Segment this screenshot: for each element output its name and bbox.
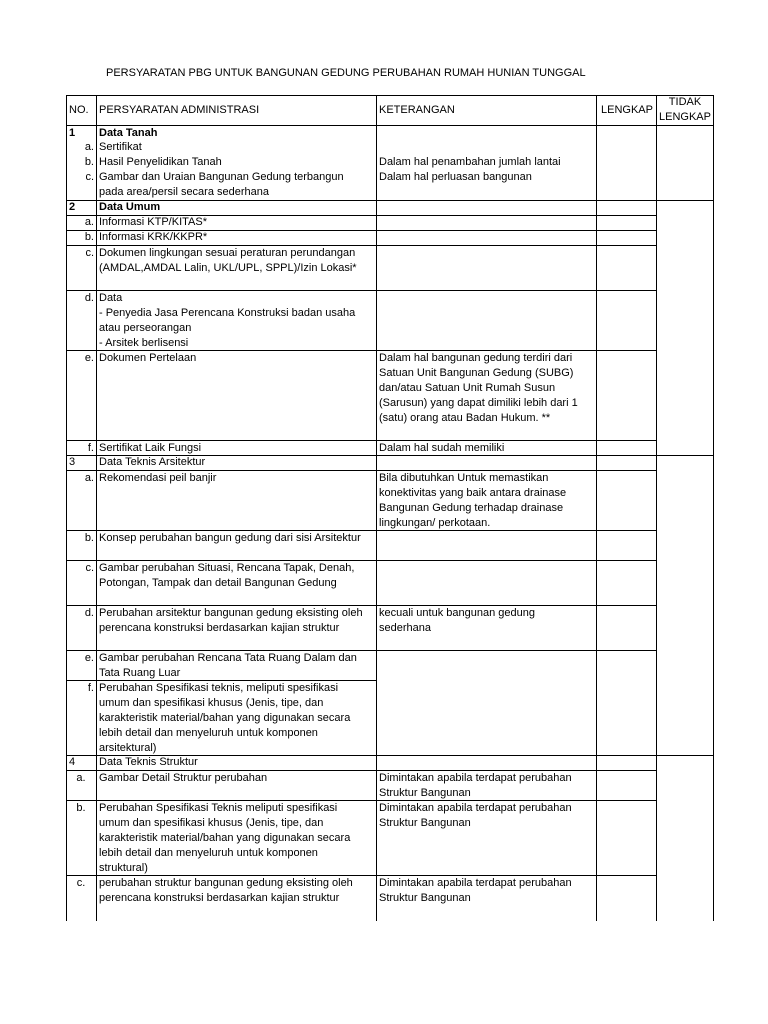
item-text: arsitektural): [99, 742, 157, 754]
item-letter: a.: [84, 216, 94, 228]
item-text: Gambar perubahan Situasi, Rencana Tapak, Denah,: [99, 562, 355, 574]
item-text: umum dan spesifikasi khusus (Jenis, tipe, dan: [99, 817, 324, 829]
item-keterangan: (Sarusun) yang dapat dimiliki lebih dari 1: [379, 397, 578, 409]
item-letter: b.: [84, 231, 94, 243]
item-text: struktural): [99, 862, 148, 874]
item-text: Gambar dan Uraian Bangunan Gedung terbangun: [99, 171, 344, 183]
item-text: - Arsitek berlisensi: [99, 337, 189, 349]
item-text: pada area/persil secara sederhana: [99, 186, 270, 198]
item-keterangan: Dimintakan apabila terdapat perubahan: [379, 802, 572, 814]
item-text: lebih detail dan menyeluruh untuk komponen: [99, 727, 318, 739]
item-keterangan: Dalam hal perluasan bangunan: [379, 171, 532, 183]
section-number: 3: [69, 456, 76, 468]
item-keterangan: Bangunan Gedung terhadap drainase: [379, 502, 564, 514]
item-text: (AMDAL,AMDAL Lalin, UKL/UPL, SPPL)/Izin Lokasi*: [99, 262, 357, 274]
item-text: Perubahan arsitektur bangunan gedung eksisting oleh: [99, 607, 363, 619]
column-divider: [596, 95, 597, 921]
item-letter: a.: [84, 141, 94, 153]
section-number: 1: [69, 127, 76, 139]
item-text: Hasil Penyelidikan Tanah: [99, 156, 222, 168]
item-text: Sertifikat: [99, 141, 142, 153]
header-no: NO.: [69, 104, 89, 116]
row-line: [66, 200, 714, 201]
section-number: 4: [69, 756, 76, 768]
item-keterangan: Dimintakan apabila terdapat perubahan: [379, 772, 572, 784]
column-divider: [96, 95, 97, 921]
table-border-top: [66, 95, 714, 96]
item-text: lebih detail dan menyeluruh untuk komponen: [99, 847, 318, 859]
header-bottom-line: [66, 125, 714, 126]
section-title: Data Umum: [99, 201, 161, 213]
item-text: karakteristik material/bahan yang digunakan secara: [99, 712, 351, 724]
item-letter: a.: [76, 772, 86, 784]
item-text: Gambar Detail Struktur perubahan: [99, 772, 268, 784]
item-keterangan: Dimintakan apabila terdapat perubahan: [379, 877, 572, 889]
section-title: Data Teknis Struktur: [99, 756, 198, 768]
item-keterangan: sederhana: [379, 622, 431, 634]
item-letter: c.: [85, 562, 94, 574]
item-keterangan: Dalam hal bangunan gedung terdiri dari: [379, 352, 573, 364]
item-text: - Penyedia Jasa Perencana Konstruksi badan usaha: [99, 307, 356, 319]
item-keterangan: Struktur Bangunan: [379, 817, 471, 829]
item-letter: c.: [85, 247, 94, 259]
item-text: Konsep perubahan bangun gedung dari sisi Arsitektur: [99, 532, 361, 544]
item-text: atau perseorangan: [99, 322, 192, 334]
item-keterangan: (satu) orang atau Badan Hukum. **: [379, 412, 551, 424]
row-line: [66, 290, 656, 291]
item-text: Dokumen Pertelaan: [99, 352, 197, 364]
item-text: Dokumen lingkungan sesuai peraturan perundangan: [99, 247, 356, 259]
item-letter: e.: [84, 352, 94, 364]
header-tidak-lengkap: TIDAK LENGKAP: [659, 96, 711, 123]
item-letter: b.: [84, 156, 94, 168]
item-text: Tata Ruang Luar: [99, 667, 181, 679]
item-letter: b.: [84, 532, 94, 544]
item-keterangan: Dalam hal sudah memiliki: [379, 442, 505, 454]
item-text: perencana konstruksi berdasarkan kajian struktur: [99, 892, 340, 904]
item-keterangan: Satuan Unit Bangunan Gedung (SUBG): [379, 367, 574, 379]
table-border-right: [713, 95, 714, 921]
item-text: umum dan spesifikasi khusus (Jenis, tipe, dan: [99, 697, 324, 709]
item-text: Rekomendasi peil banjir: [99, 472, 217, 484]
section-number: 2: [69, 201, 76, 213]
item-text: Potongan, Tampak dan detail Bangunan Gedung: [99, 577, 337, 589]
header-lengkap: LENGKAP: [601, 104, 653, 116]
section-title: Data Teknis Arsitektur: [99, 456, 206, 468]
header-persyaratan: PERSYARATAN ADMINISTRASI: [99, 104, 260, 116]
item-keterangan: dan/atau Satuan Unit Rumah Susun: [379, 382, 556, 394]
item-text: Sertifikat Laik Fungsi: [99, 442, 202, 454]
item-text: Informasi KRK/KKPR*: [99, 231, 208, 243]
item-letter: c.: [76, 877, 86, 889]
section-title: Data Tanah: [99, 127, 158, 139]
item-text: perencana konstruksi berdasarkan kajian struktur: [99, 622, 340, 634]
item-keterangan: konektivitas yang baik antara drainase: [379, 487, 567, 499]
item-text: Data: [99, 292, 123, 304]
document-title: PERSYARATAN PBG UNTUK BANGUNAN GEDUNG PERUBAHAN RUMAH HUNIAN TUNGGAL: [106, 67, 586, 79]
header-keterangan: KETERANGAN: [379, 104, 455, 116]
item-keterangan: Struktur Bangunan: [379, 787, 471, 799]
item-keterangan: kecuali untuk bangunan gedung: [379, 607, 535, 619]
item-letter: b.: [76, 802, 86, 814]
item-keterangan: Struktur Bangunan: [379, 892, 471, 904]
item-letter: d.: [84, 292, 94, 304]
item-letter: e.: [84, 652, 94, 664]
item-keterangan: lingkungan/ perkotaan.: [379, 517, 491, 529]
column-divider: [656, 95, 657, 921]
item-text: Perubahan Spesifikasi Teknis meliputi spesifikasi: [99, 802, 338, 814]
item-letter: f.: [87, 682, 94, 694]
item-letter: d.: [84, 607, 94, 619]
item-letter: a.: [84, 472, 94, 484]
item-text: Informasi KTP/KITAS*: [99, 216, 207, 228]
item-keterangan: Bila dibutuhkan Untuk memastikan: [379, 472, 549, 484]
column-divider: [376, 95, 377, 921]
item-letter: f.: [87, 442, 94, 454]
item-keterangan: Dalam hal penambahan jumlah lantai: [379, 156, 561, 168]
item-text: Gambar perubahan Rencana Tata Ruang Dalam dan: [99, 652, 357, 664]
item-letter: c.: [85, 171, 94, 183]
item-text: Perubahan Spesifikasi teknis, meliputi spesifikasi: [99, 682, 339, 694]
item-text: perubahan struktur bangunan gedung eksisting oleh: [99, 877, 353, 889]
item-text: karakteristik material/bahan yang digunakan secara: [99, 832, 351, 844]
